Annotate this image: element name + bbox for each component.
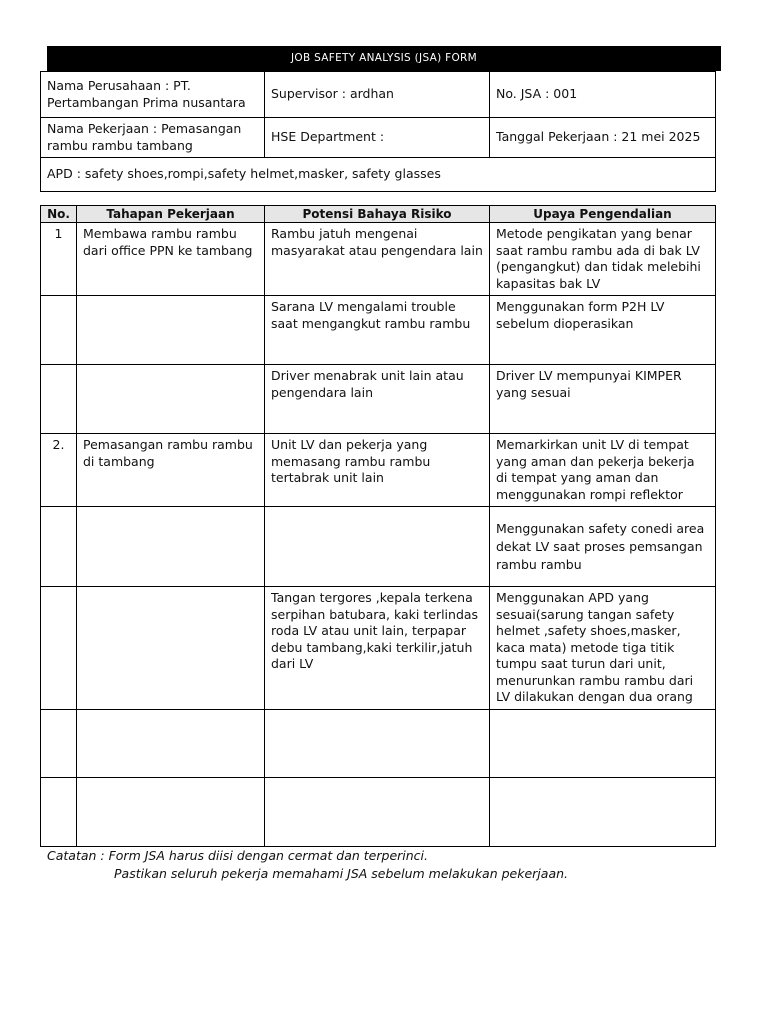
table-row — [41, 434, 716, 507]
row-step — [77, 587, 265, 710]
row-hazard — [265, 709, 490, 777]
row-step — [77, 365, 265, 434]
row-control: Driver LV mempunyai KIMPER yang sesuai — [490, 365, 716, 434]
row-step: Membawa rambu rambu dari office PPN ke tambang — [77, 223, 265, 296]
header-hazard: Potensi Bahaya Risiko — [265, 206, 490, 223]
jsa-table — [40, 205, 716, 847]
row-hazard: Unit LV dan pekerja yang memasang rambu rambu tertabrak unit lain — [265, 434, 490, 507]
row-hazard — [265, 777, 490, 846]
row-hazard: Tangan tergores ,kepala terkena serpihan batubara, kaki terlindas roda LV atau unit lain, terpapar debu tambang,kaki terkilir,jatuh dari LV — [265, 587, 490, 710]
table-row — [41, 365, 716, 434]
job-name-cell: Nama Pekerjaan : Pemasangan rambu rambu tambang — [41, 118, 265, 158]
row-no — [41, 587, 77, 710]
row-step — [77, 296, 265, 365]
row-control: Menggunakan form P2H LV sebelum dioperasikan — [490, 296, 716, 365]
info-table — [40, 71, 716, 192]
supervisor-cell: Supervisor : ardhan — [265, 72, 490, 118]
row-no — [41, 709, 77, 777]
row-no — [41, 296, 77, 365]
hse-department-cell: HSE Department : — [265, 118, 490, 158]
row-hazard — [265, 507, 490, 587]
row-control — [490, 709, 716, 777]
row-no — [41, 777, 77, 846]
note-line-2: Pastikan seluruh pekerja memahami JSA sebelum melakukan pekerjaan. — [114, 866, 568, 881]
apd-cell: APD : safety shoes,rompi,safety helmet,masker, safety glasses — [41, 158, 716, 192]
row-hazard: Driver menabrak unit lain atau pengendara lain — [265, 365, 490, 434]
table-row — [41, 777, 716, 846]
table-row — [41, 296, 716, 365]
row-no — [41, 507, 77, 587]
row-control: Menggunakan APD yang sesuai(sarung tangan safety helmet ,safety shoes,masker, kaca mata) metode tiga titik tumpu saat turun dari unit, menurunkan rambu rambu dari LV dilakukan dengan dua orang — [490, 587, 716, 710]
row-control: Memarkirkan unit LV di tempat yang aman dan pekerja bekerja di tempat yang aman dan menggunakan rompi reflektor — [490, 434, 716, 507]
row-no: 2. — [41, 434, 77, 507]
table-row — [41, 709, 716, 777]
row-control: Metode pengikatan yang benar saat rambu rambu ada di bak LV (pengangkut) dan tidak melebihi kapasitas bak LV — [490, 223, 716, 296]
note-line-1: Catatan : Form JSA harus diisi dengan cermat dan terperinci. — [47, 848, 428, 863]
row-no: 1 — [41, 223, 77, 296]
form-title: JOB SAFETY ANALYSIS (JSA) FORM — [47, 46, 721, 71]
header-no: No. — [41, 206, 77, 223]
row-step — [77, 777, 265, 846]
job-date-cell: Tanggal Pekerjaan : 21 mei 2025 — [490, 118, 716, 158]
row-no — [41, 365, 77, 434]
table-row — [41, 507, 716, 587]
jsa-number-cell: No. JSA : 001 — [490, 72, 716, 118]
table-row — [41, 587, 716, 710]
header-control: Upaya Pengendalian — [490, 206, 716, 223]
row-hazard: Sarana LV mengalami trouble saat mengangkut rambu rambu — [265, 296, 490, 365]
row-step — [77, 709, 265, 777]
table-row — [41, 223, 716, 296]
row-control: Menggunakan safety conedi area dekat LV saat proses pemsangan rambu rambu — [490, 507, 716, 587]
row-hazard: Rambu jatuh mengenai masyarakat atau pengendara lain — [265, 223, 490, 296]
company-cell: Nama Perusahaan : PT. Pertambangan Prima nusantara — [41, 72, 265, 118]
row-control — [490, 777, 716, 846]
header-step: Tahapan Pekerjaan — [77, 206, 265, 223]
row-step: Pemasangan rambu rambu di tambang — [77, 434, 265, 507]
row-step — [77, 507, 265, 587]
